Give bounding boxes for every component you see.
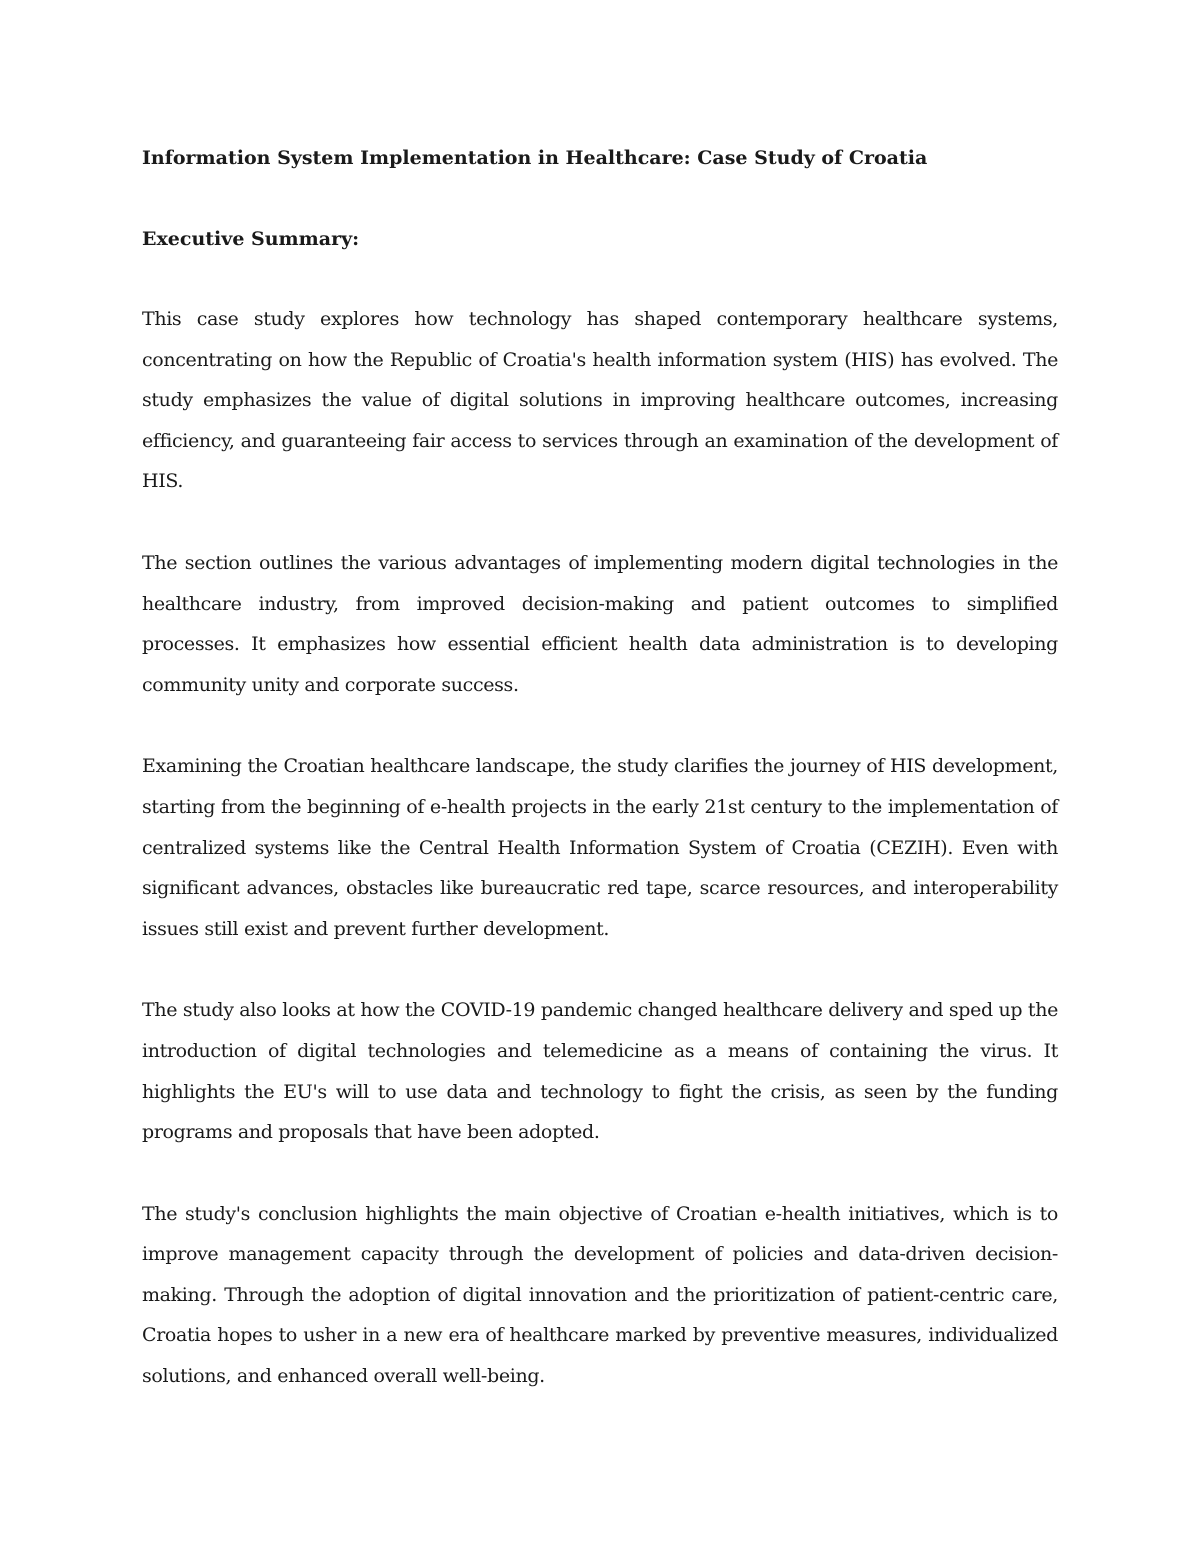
document-body [142, 138, 1058, 1397]
paragraph: The study's conclusion highlights the main objective of Croatian e-health initiatives, which is to improve management capacity through the development of policies and data-driven decision-making. Through the adoption of digital innovation and the prioritization of patient-centric care, Croatia hopes to usher in a new era of healthcare marked by preventive measures, individualized solutions, and enhanced overall well-being. [142, 1202, 1058, 1388]
paragraph: This case study explores how technology has shaped contemporary healthcare systems, concentrating on how the Republic of Croatia's health information system (HIS) has evolved. The study emphasizes the value of digital solutions in improving healthcare outcomes, increasing efficiency, and guaranteeing fair access to services through an examination of the development of HIS. [142, 308, 1058, 493]
paragraph: Examining the Croatian healthcare landscape, the study clarifies the journey of HIS development, starting from the beginning of e-health projects in the early 21st century to the implementation of centralized systems like the Central Health Information System of Croatia (CEZIH). Even with significant advances, obstacles like bureaucratic red tape, scarce resources, and interoperability issues still exist and prevent further development. [142, 755, 1058, 940]
document-title: Information System Implementation in Healthcare: Case Study of Croatia [142, 147, 928, 169]
section-heading-executive-summary: Executive Summary: [142, 228, 360, 250]
paragraph: The study also looks at how the COVID-19 pandemic changed healthcare delivery and sped up the introduction of digital technologies and telemedicine as a means of containing the virus. It highlights the EU's will to use data and technology to fight the crisis, as seen by the funding programs and proposals that have been adopted. [142, 999, 1058, 1144]
paragraph: The section outlines the various advantages of implementing modern digital technologies in the healthcare industry, from improved decision-making and patient outcomes to simplified processes. It emphasizes how essential efficient health data administration is to developing community unity and corporate success. [142, 551, 1058, 696]
